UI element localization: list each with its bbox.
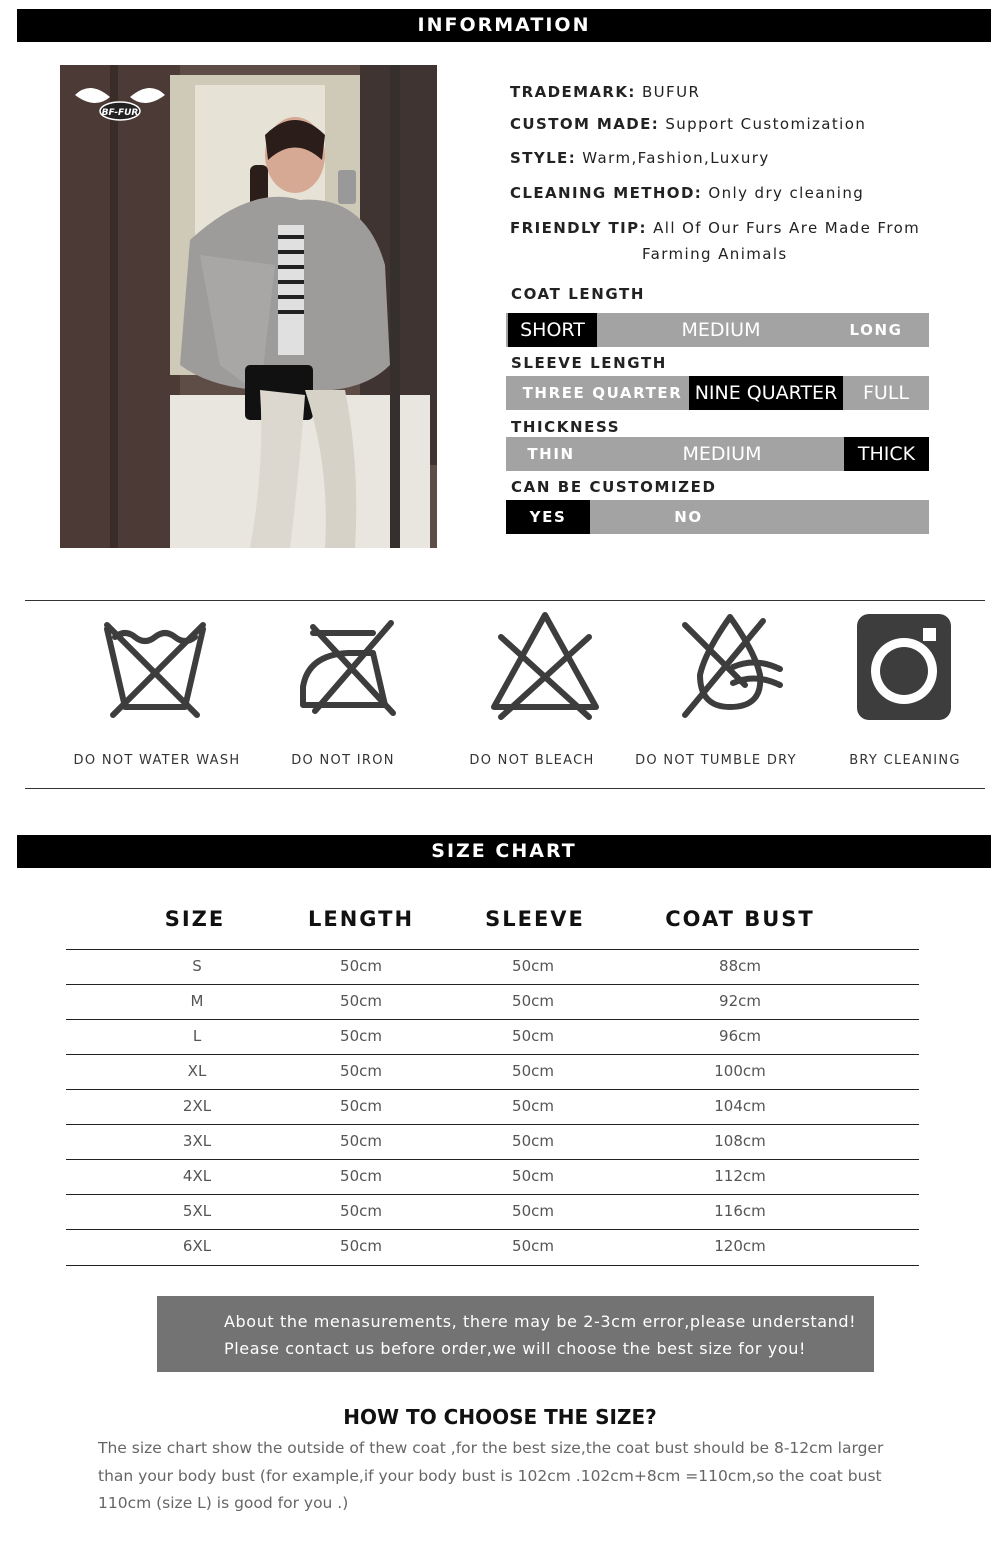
logo-text: BF-FUR — [101, 108, 139, 118]
cleaning-line — [510, 184, 864, 202]
thickness-title: THICKNESS — [511, 418, 621, 436]
no-tumble-dry-icon — [645, 607, 785, 722]
cell-size: 3XL — [182, 1132, 212, 1150]
customized-no: NO — [674, 508, 703, 526]
cell-length: 50cm — [340, 1237, 382, 1255]
cell-coat-bust: 108cm — [714, 1132, 766, 1150]
measurement-note — [157, 1296, 874, 1372]
friendly-tip-line2: Farming Animals — [642, 245, 788, 263]
cell-coat-bust: 96cm — [719, 1027, 761, 1045]
table-row — [66, 1054, 919, 1090]
cleaning-label: CLEANING METHOD: — [510, 184, 703, 202]
cell-length: 50cm — [340, 957, 382, 975]
cell-sleeve: 50cm — [512, 992, 554, 1010]
col-header-coat-bust: COAT BUST — [665, 907, 815, 931]
care-item-dry-cleaning — [820, 607, 990, 722]
care-item-no-iron — [258, 607, 428, 722]
note-line-2: Please contact us before order,we will choose the best size for you! — [224, 1339, 807, 1358]
style-line — [510, 149, 770, 167]
friendly-tip-value: All Of Our Furs Are Made From — [653, 219, 921, 237]
care-item-no-bleach — [446, 607, 616, 722]
customized-title: CAN BE CUSTOMIZED — [511, 478, 717, 496]
cell-coat-bust: 104cm — [714, 1097, 766, 1115]
table-row — [66, 1019, 919, 1055]
cell-length: 50cm — [340, 1027, 382, 1045]
care-item-no-tumble-dry — [630, 607, 800, 722]
trademark-line — [510, 83, 700, 101]
cell-sleeve: 50cm — [512, 1097, 554, 1115]
cell-coat-bust: 112cm — [714, 1167, 766, 1185]
how-to-title: HOW TO CHOOSE THE SIZE? — [343, 1405, 657, 1429]
cell-coat-bust: 100cm — [714, 1062, 766, 1080]
cell-coat-bust: 120cm — [714, 1237, 766, 1255]
cell-length: 50cm — [340, 992, 382, 1010]
care-bottom-divider — [25, 788, 985, 789]
cell-length: 50cm — [340, 1132, 382, 1150]
sleeve-length-scale — [506, 376, 929, 410]
table-row — [66, 1194, 919, 1230]
style-value: Warm,Fashion,Luxury — [582, 149, 770, 167]
no-iron-icon — [273, 607, 413, 722]
care-item-no-wash — [70, 607, 240, 722]
cell-size: XL — [187, 1062, 207, 1080]
dry-cleaning-icon — [820, 607, 990, 722]
thickness-thin: THIN — [527, 445, 575, 463]
cell-sleeve: 50cm — [512, 1202, 554, 1220]
col-header-sleeve: SLEEVE — [485, 907, 585, 931]
friendly-tip-line — [510, 219, 920, 237]
coat-length-long: LONG — [849, 321, 903, 339]
coat-length-scale — [506, 313, 929, 347]
care-top-divider — [25, 600, 985, 601]
cell-size: L — [192, 1027, 202, 1045]
thickness-thick: THICK — [844, 437, 929, 471]
sleeve-length-three-quarter: THREE QUARTER — [522, 384, 683, 402]
table-row — [66, 1159, 919, 1195]
custom-made-value: Support Customization — [665, 115, 867, 133]
thickness-scale — [506, 437, 929, 471]
customized-yes: YES — [506, 500, 590, 534]
table-row — [66, 984, 919, 1020]
cell-sleeve: 50cm — [512, 1167, 554, 1185]
trademark-value: BUFUR — [641, 83, 701, 101]
cell-size: 5XL — [182, 1202, 212, 1220]
how-to-text: The size chart show the outside of thew coat ,for the best size,the coat bust should be 8-12cm larger than your body bust (for example,if your body bust is 102cm .102cm+8cm =110cm,so the coat bust 110cm (size L) is good for you .) — [98, 1439, 884, 1512]
coat-length-title: COAT LENGTH — [511, 285, 646, 303]
thickness-medium: MEDIUM — [682, 443, 762, 465]
no-wash-icon — [85, 607, 225, 722]
product-photo — [60, 65, 437, 548]
note-line-1: About the menasurements, there may be 2-3cm error,please understand! — [224, 1312, 857, 1331]
table-row — [66, 949, 919, 985]
custom-made-label: CUSTOM MADE: — [510, 115, 660, 133]
cell-size: 6XL — [182, 1237, 212, 1255]
cell-sleeve: 50cm — [512, 957, 554, 975]
cell-coat-bust: 92cm — [719, 992, 761, 1010]
cell-length: 50cm — [340, 1167, 382, 1185]
cell-length: 50cm — [340, 1062, 382, 1080]
table-row — [66, 1124, 919, 1160]
sleeve-length-full: FULL — [862, 382, 909, 404]
coat-length-short: SHORT — [508, 313, 597, 347]
friendly-tip-label: FRIENDLY TIP: — [510, 219, 647, 237]
cleaning-value: Only dry cleaning — [708, 184, 865, 202]
style-label: STYLE: — [510, 149, 577, 167]
no-bleach-icon — [461, 607, 601, 722]
cell-sleeve: 50cm — [512, 1062, 554, 1080]
size-chart-header: SIZE CHART — [17, 835, 991, 868]
care-label-dry-cleaning: BRY CLEANING — [849, 753, 961, 768]
sleeve-length-title: SLEEVE LENGTH — [511, 354, 667, 372]
col-header-size: SIZE — [164, 907, 226, 931]
custom-made-line — [510, 115, 866, 133]
trademark-label: TRADEMARK: — [510, 83, 636, 101]
cell-size: 4XL — [182, 1167, 212, 1185]
cell-sleeve: 50cm — [512, 1132, 554, 1150]
table-row — [66, 1229, 919, 1266]
customized-scale — [506, 500, 929, 534]
product-photo-illustration — [60, 65, 437, 548]
information-header: INFORMATION — [17, 9, 991, 42]
sleeve-length-nine-quarter: NINE QUARTER — [689, 376, 843, 410]
cell-coat-bust: 88cm — [719, 957, 761, 975]
cell-size: M — [190, 992, 204, 1010]
coat-length-medium: MEDIUM — [681, 319, 761, 341]
table-row — [66, 1089, 919, 1125]
col-header-length: LENGTH — [307, 907, 415, 931]
cell-coat-bust: 116cm — [714, 1202, 766, 1220]
cell-sleeve: 50cm — [512, 1237, 554, 1255]
care-label-no-wash: DO NOT WATER WASH — [73, 753, 241, 768]
care-label-no-bleach: DO NOT BLEACH — [469, 753, 595, 768]
cell-size: S — [192, 957, 202, 975]
cell-length: 50cm — [340, 1097, 382, 1115]
cell-length: 50cm — [340, 1202, 382, 1220]
cell-size: 2XL — [182, 1097, 212, 1115]
care-label-no-iron: DO NOT IRON — [291, 753, 395, 768]
care-label-no-tumble-dry: DO NOT TUMBLE DRY — [635, 753, 797, 768]
cell-sleeve: 50cm — [512, 1027, 554, 1045]
